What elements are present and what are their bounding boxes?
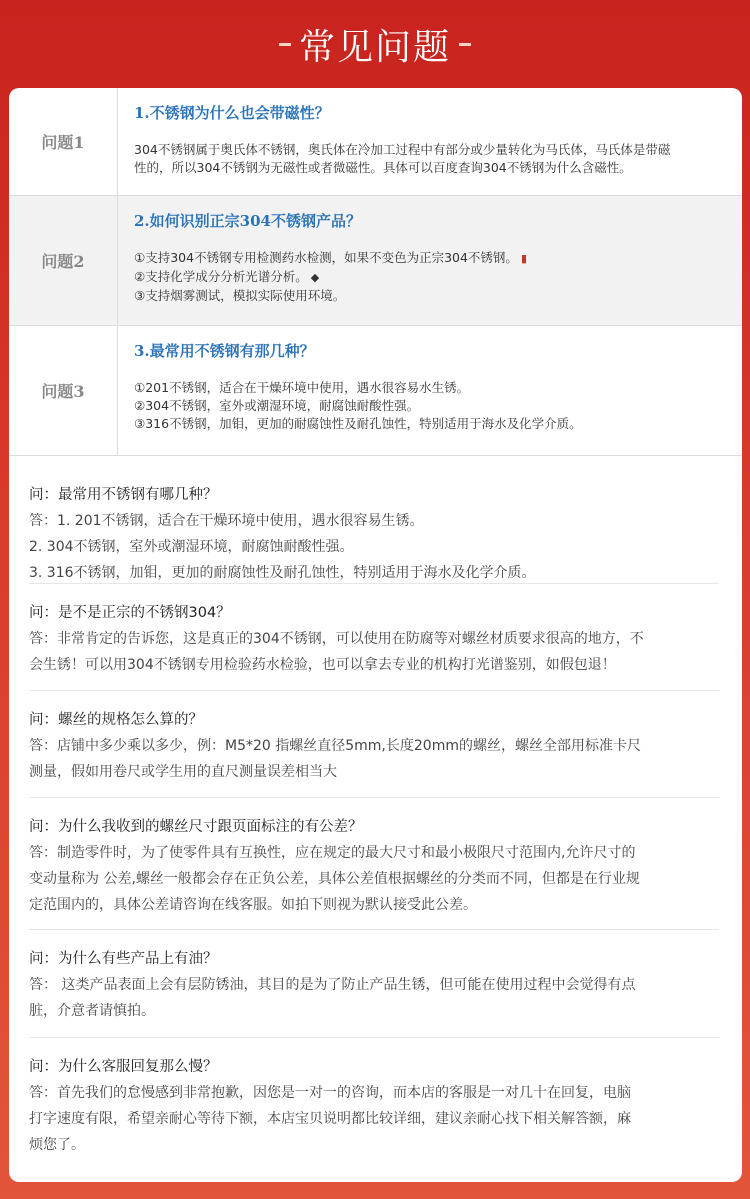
answer-line: ②支持化学成分分析光谱分析。 (134, 269, 308, 284)
qa-answer-line: 3. 316不锈钢，加钼，更加的耐腐蚀性及耐孔蚀性，特别适用于海水及化学介质。 (29, 565, 536, 581)
qa-answer-line: 答：店铺中多少乘以多少，例：M5*20 指螺丝直径5mm,长度20mm的螺丝，螺丝全部用标准卡尺 (29, 738, 641, 754)
question-answer (134, 249, 734, 305)
faq-row (9, 196, 742, 326)
faq-row (9, 326, 742, 456)
question-body (118, 326, 742, 455)
qa-question: 问：是不是正宗的不锈钢304？ (29, 605, 231, 621)
qa-item (29, 798, 719, 930)
answer-line: ②304不锈钢，室外或潮湿环境，耐腐蚀耐酸性强。 (134, 398, 420, 413)
question-title: 3.最常用不锈钢有那几种？ (134, 342, 315, 360)
question-label: 问题1 (9, 88, 118, 195)
page-title: 常见问题 (298, 26, 451, 68)
qa-answer-line: 脏，介意者请慎拍。 (29, 1003, 155, 1019)
faq-table (9, 88, 742, 456)
question-title: 1.不锈钢为什么也会带磁性？ (134, 104, 330, 122)
qa-item (29, 466, 719, 584)
faq-row (9, 88, 742, 196)
qa-answer-line: 答：非常肯定的告诉您，这是真正的304不锈钢，可以使用在防腐等对螺丝材质要求很高的地方，不 (29, 631, 644, 647)
qa-answer-line: 答： 这类产品表面上会有层防锈油，其目的是为了防止产品生锈，但可能在使用过程中会觉得有点 (29, 977, 636, 993)
title-left-dash (279, 43, 291, 46)
qa-answer-line: 答：1. 201不锈钢，适合在干燥环境中使用，遇水很容易生锈。 (29, 513, 424, 529)
qa-question: 问：为什么客服回复那么慢？ (29, 1059, 218, 1075)
title-right-dash (459, 43, 471, 46)
qa-answer-line: 会生锈！可以用304不锈钢专用检验药水检验，也可以拿去专业的机构打光谱鉴别，如假包退！ (29, 657, 616, 673)
faq-card (9, 88, 742, 1182)
test-tube-icon: ▮ (520, 252, 527, 265)
qa-answer-line: 变动量称为 公差,螺丝一般都会存在正负公差，具体公差值根据螺丝的分类而不同，但都是在行业规 (29, 871, 640, 887)
qa-answer-line: 答：首先我们的怠慢感到非常抱歉，因您是一对一的咨询，而本店的客服是一对几十在回复，电脑 (29, 1085, 631, 1101)
question-label: 问题3 (9, 326, 118, 455)
answer-line: ①支持304不锈钢专用检测药水检测，如果不变色为正宗304不锈钢。 (134, 250, 518, 265)
question-label: 问题2 (9, 196, 118, 325)
qa-question: 问：为什么我收到的螺丝尺寸跟页面标注的有公差？ (29, 819, 363, 835)
qa-answer-line: 打字速度有限，希望亲耐心等待下额，本店宝贝说明都比较详细，建议亲耐心找下相关解答额，麻 (29, 1111, 631, 1127)
qa-item (29, 930, 719, 1038)
qa-item (29, 584, 719, 691)
qa-question: 问：螺丝的规格怎么算的？ (29, 712, 203, 728)
question-body (118, 196, 742, 325)
answer-line: ①201不锈钢，适合在干燥环境中使用，遇水很容易水生锈。 (134, 380, 470, 395)
answer-line: 性的，所以304不锈钢为无磁性或者微磁性。具体可以百度查询304不锈钢为什么含磁性。 (134, 160, 632, 175)
qa-answer-line: 答：制造零件时，为了使零件具有互换性，应在规定的最大尺寸和最小极限尺寸范围内,允许尺寸的 (29, 845, 636, 861)
question-answer (134, 141, 734, 177)
qa-question: 问：为什么有些产品上有油？ (29, 951, 218, 967)
question-title: 2.如何识别正宗304不锈钢产品？ (134, 212, 361, 230)
qa-item (29, 1038, 719, 1172)
qa-item (29, 691, 719, 798)
spectrometer-icon: ◆ (310, 271, 320, 284)
answer-line: ③支持烟雾测试，模拟实际使用环境。 (134, 288, 346, 303)
page-header (0, 0, 750, 88)
answer-line: 304不锈钢属于奥氏体不锈钢，奥氏体在冷加工过程中有部分或少量转化为马氏体，马氏体是带磁 (134, 142, 671, 157)
qa-answer-line: 烦您了。 (29, 1137, 85, 1153)
question-answer (134, 379, 734, 433)
qa-question: 问：最常用不锈钢有哪几种？ (29, 487, 218, 503)
question-body (118, 88, 742, 195)
qa-answer-line: 2. 304不锈钢，室外或潮湿环境，耐腐蚀耐酸性强。 (29, 539, 354, 555)
qa-answer-line: 定范围内的，具体公差请咨询在线客服。如拍下则视为默认接受此公差。 (29, 897, 477, 913)
qa-answer-line: 测量，假如用卷尺或学生用的直尺测量误差相当大 (29, 764, 337, 780)
qa-list (29, 466, 719, 1172)
answer-line: ③316不锈钢，加钼，更加的耐腐蚀性及耐孔蚀性，特别适用于海水及化学介质。 (134, 416, 582, 431)
